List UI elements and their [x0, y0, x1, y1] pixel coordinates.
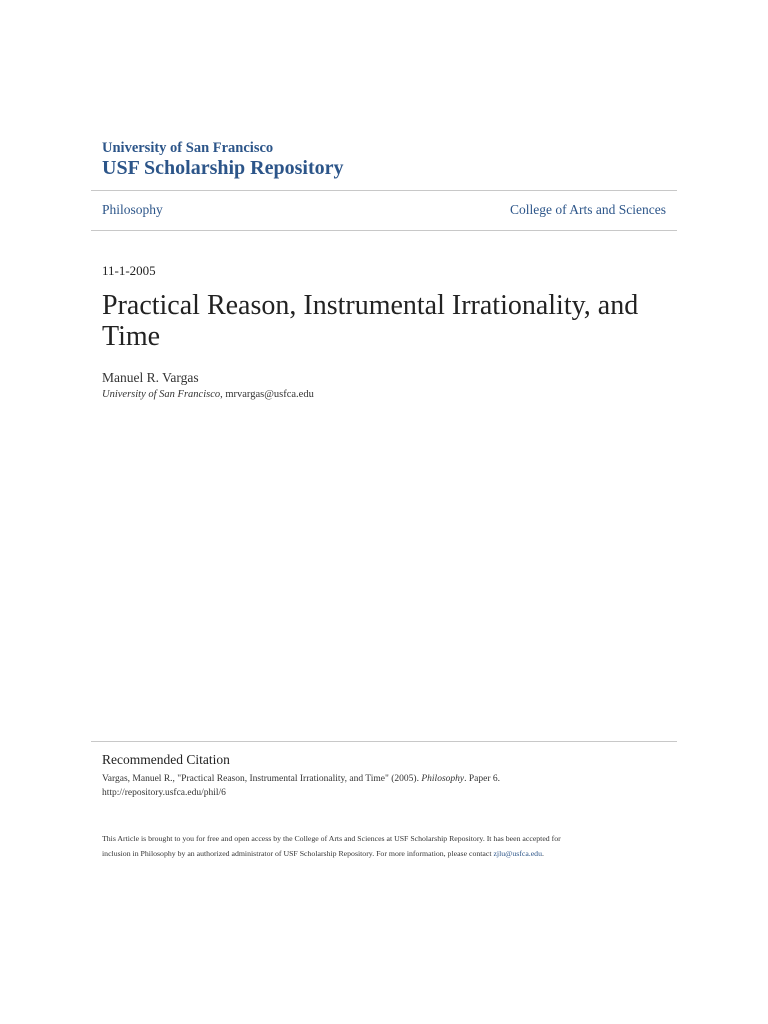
citation-divider [91, 741, 677, 742]
repository-name[interactable]: USF Scholarship Repository [102, 157, 344, 179]
citation-text [102, 772, 662, 800]
notice-end: . [541, 849, 544, 858]
citation-heading: Recommended Citation [102, 752, 230, 767]
institution-name: University of San Francisco [102, 140, 274, 156]
author-email: mrvargas@usfca.edu [225, 389, 314, 400]
philosophy-link[interactable]: Philosophy [102, 202, 163, 217]
access-notice [102, 831, 672, 861]
publication-date: 11-1-2005 [102, 263, 156, 278]
author-affiliation [102, 388, 314, 401]
citation-url[interactable]: http://repository.usfca.edu/phil/6 [102, 788, 226, 798]
citation-text-after: . Paper 6. [464, 774, 500, 784]
affiliation-separator: , [220, 389, 226, 400]
notice-line-1: This Article is brought to you for free and open access by the College of Arts and Sciences at USF Scholarship Repository. It has been accepted for [102, 834, 561, 843]
citation-series: Philosophy [421, 774, 465, 784]
contact-email-link[interactable]: zjlu@usfca.edu [493, 849, 542, 858]
college-link[interactable]: College of Arts and Sciences [510, 202, 666, 217]
header-divider-bottom [91, 230, 677, 231]
article-title: Practical Reason, Instrumental Irrationality, and Time [102, 290, 639, 352]
affiliation-name: University of San Francisco [102, 389, 221, 400]
citation-text-before: Vargas, Manuel R., "Practical Reason, Instrumental Irrationality, and Time" (2005). [102, 774, 422, 784]
author-name: Manuel R. Vargas [102, 370, 199, 385]
header-divider-top [91, 190, 677, 191]
notice-line-2: inclusion in Philosophy by an authorized administrator of USF Scholarship Repository. For more information, please contact [102, 849, 494, 858]
